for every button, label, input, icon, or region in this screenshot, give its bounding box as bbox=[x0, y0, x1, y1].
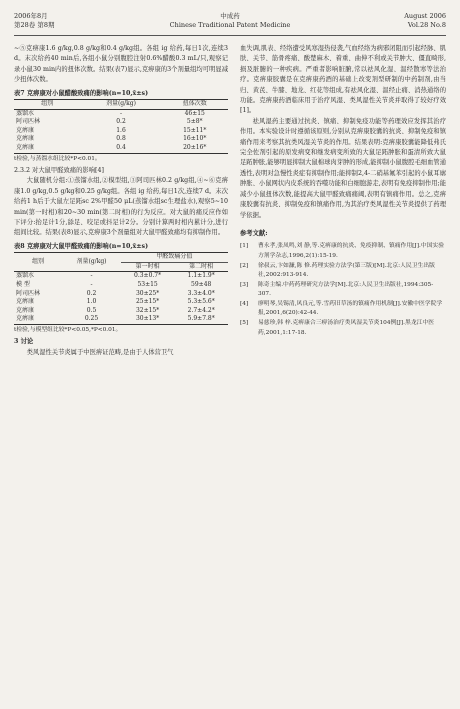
paragraph: 血失调,肌表、经络遭受风寒湿热侵袭,气血经络为病邪闭阻而引起经脉、肌肤、关节、筋骨疼痛、酸楚麻木、着重、曲伸不利或关节肿大、僵直畸形,损及脏腑的一种疾病。严重者影响脏腑,常以祛风化湿、温经散寒等法治疗。克痹康胶囊是在克痹康药酒的基础上改变剂型研制的中药制剂,由当归、黄芪、牛膝、地龙、红花等组成,有祛风化湿、温经止痛、消热通络的功能。克痹康药酒临床用于治疗风湿、类风湿性关节炎并取得了较好疗效[1]。 bbox=[240, 45, 446, 115]
table-row bbox=[14, 127, 228, 136]
table8-cell: 5.3±5.6* bbox=[187, 298, 215, 306]
reference-number: [4] bbox=[240, 300, 249, 307]
table7-cell: 15±11* bbox=[183, 126, 207, 134]
table8-cell: 克痹康 bbox=[16, 306, 35, 314]
table7-cell: 阿司匹林 bbox=[16, 118, 41, 126]
table-row bbox=[14, 281, 228, 290]
references-heading: 参考文献: bbox=[240, 229, 268, 237]
reference-number: [5] bbox=[240, 320, 249, 327]
table7-cell: 0.2 bbox=[116, 118, 126, 126]
table7-cell: 克痹康 bbox=[16, 135, 35, 143]
table7-cell: 16±10* bbox=[183, 135, 207, 143]
reference-number: [3] bbox=[240, 281, 249, 288]
table8-cell: 32±15* bbox=[135, 306, 160, 314]
header-center bbox=[150, 12, 310, 30]
reference-text: 陈奇主编.中药药理研究方法学[M].北京:人民卫生出版社,1994:305-307. bbox=[258, 281, 434, 298]
table8-cell: 30±13* bbox=[135, 315, 160, 323]
table7-cell: 1.6 bbox=[116, 126, 126, 134]
volume-issue-en: Vol.28 No.8 bbox=[407, 21, 446, 29]
section-heading: 2.3.2 对大鼠甲醛致痛的影响[4] bbox=[14, 167, 104, 174]
table-row bbox=[14, 118, 228, 127]
table7-header: 剂量(g/kg) bbox=[105, 100, 136, 108]
reference-number: [1] bbox=[240, 243, 249, 250]
reference-item bbox=[240, 300, 446, 319]
right-column bbox=[240, 44, 446, 338]
table8-cell: 3.3±4.0* bbox=[187, 289, 215, 297]
table8-cell: 1.0 bbox=[86, 298, 97, 306]
table8-cell: 克痹康 bbox=[16, 315, 35, 323]
table8-cell: - bbox=[90, 281, 93, 289]
table8-note: t检验,与模型组比较*P<0.05,*P<0.01。 bbox=[14, 327, 122, 333]
table7-cell: 5±8* bbox=[186, 118, 203, 126]
table8-cell: 阿司匹林 bbox=[16, 289, 41, 297]
journal-name-cn: 中成药 bbox=[220, 12, 240, 20]
table8-cell: 30±25* bbox=[135, 289, 160, 297]
table7-header: 组别 bbox=[41, 100, 54, 108]
volume-issue: 第28卷 第8期 bbox=[14, 21, 55, 29]
left-column bbox=[14, 44, 228, 358]
header-rule bbox=[14, 35, 446, 36]
table8-cell: 5.9±7.8* bbox=[187, 315, 215, 323]
table-row bbox=[14, 272, 228, 281]
paragraph: 类风湿性关节炎属于中医痹证范畴,是由于人体营卫气 bbox=[26, 348, 174, 356]
table8-cell: 1.1±1.9* bbox=[187, 272, 215, 280]
table8-group-header: 甲醛致痛分值 bbox=[121, 253, 228, 263]
table-row bbox=[14, 298, 228, 307]
table8-header: 第二时相 bbox=[189, 262, 214, 270]
table-row bbox=[14, 135, 228, 144]
table8-cell: 25±15* bbox=[135, 298, 160, 306]
header-right bbox=[404, 12, 446, 30]
table7 bbox=[14, 99, 228, 154]
table8-cell: 0.5 bbox=[86, 306, 97, 314]
table8-cell: 2.7±4.2* bbox=[187, 306, 215, 314]
table-row bbox=[14, 144, 228, 153]
table8-header: 第一时相 bbox=[135, 262, 160, 270]
table7-cell: 20±16* bbox=[183, 144, 207, 151]
issue-date: 2006年8月 bbox=[14, 12, 48, 20]
table7-caption: 表7 克痹康对小鼠醋酸致痛的影响(n=10,x̄±s) bbox=[14, 89, 149, 97]
reference-text: 易慈珍,韩 梓.克痹康合三痹汤治疗类风湿关节炎104例[J].黑龙江中医药,2001,1:17-18. bbox=[258, 320, 435, 336]
table8-cell: 0.2 bbox=[86, 289, 97, 297]
paragraph: 大鼠随机分组:①蒸馏水组,②模型组,③阿司匹林0.2 g/kg组,④~⑥克痹康1.0 g/kg,0.5 g/kg和0.25 g/kg组。各组 ig 给药,每日1次,连续7 d。末次给药1 h后于大鼠左足跖sc 2%甲醛50 μL(蒸馏水组sc生理盐水),观察5~10 min(第一时相)和20~30 min(第二时相)的行为反应。对大鼠的痛反应作如下评分:抬足计1分,舔足、咬足或抖足计2分。分别计算两时相内累计分,进行组间比较。结果(表8)显示,克痹康3个剂量组对大鼠甲醛致痛均有抑制作用。 bbox=[14, 177, 228, 237]
table-row bbox=[14, 315, 228, 324]
reference-item bbox=[240, 242, 446, 261]
paragraph: ~⑤克痹康1.6 g/kg,0.8 g/kg和0.4 g/kg组。各组 ig 给药,每日1次,连续3 d。末次给药40 min后,各组小鼠分别腹腔注射0.6%醋酸0.3 mL/只,观察记录小鼠30 min内的扭体次数。结果(表7)显示,克痹康的3个剂量组均可明显减少扭体次数。 bbox=[14, 45, 228, 84]
reference-number: [2] bbox=[240, 262, 249, 269]
table8-cell: 蒸馏水 bbox=[16, 272, 35, 280]
reference-item bbox=[240, 262, 446, 281]
table-row bbox=[14, 290, 228, 299]
table8-cell: 53±15 bbox=[137, 281, 158, 289]
table-row bbox=[14, 109, 228, 118]
table7-cell: 克痹康 bbox=[16, 144, 35, 151]
reference-item bbox=[240, 319, 446, 338]
table-row bbox=[14, 307, 228, 316]
table7-cell: - bbox=[119, 109, 122, 117]
table8-caption: 表8 克痹康对大鼠甲醛致痛的影响(n=10,x̄±s) bbox=[14, 242, 149, 250]
references-list bbox=[240, 242, 446, 338]
table7-cell: 0.4 bbox=[116, 144, 126, 151]
table8-cell: 克痹康 bbox=[16, 298, 35, 306]
section-heading: 3 讨论 bbox=[14, 338, 34, 346]
reference-text: 廖明琴,吴锡清,风良元,等.雪药旧草汤的镇痛作用机制[J].安徽中医学院学报,2001,6(20):42-44. bbox=[258, 300, 443, 317]
table8 bbox=[14, 252, 228, 325]
table7-cell: 46±15 bbox=[184, 109, 205, 117]
journal-name-en: Chinese Traditional Patent Medicine bbox=[169, 21, 291, 29]
table8-header: 剂量(g/kg) bbox=[62, 253, 121, 272]
table8-cell: 模 型 bbox=[16, 281, 30, 289]
table7-cell: 0.8 bbox=[116, 135, 126, 143]
table8-cell: 59±48 bbox=[191, 281, 212, 289]
reference-item bbox=[240, 281, 446, 300]
header-left bbox=[14, 12, 54, 30]
table8-cell: - bbox=[90, 272, 93, 280]
reference-text: 曹永孝,张凤鸣,刘 静,等.克痹康的抗炎、免疫抑制、镇痛作用[J].中国实验方剂学杂志,1996,2(1):15-19. bbox=[258, 243, 445, 259]
table7-cell: 克痹康 bbox=[16, 126, 35, 134]
reference-text: 徐叔云,卞如濂,陈 修.药理实验方法学(第三版)[M].北京:人民卫生出版社,2002:913-914. bbox=[258, 262, 435, 279]
table8-header: 组别 bbox=[14, 253, 62, 272]
table8-cell: 0.25 bbox=[84, 315, 99, 323]
table7-header-row bbox=[14, 100, 228, 110]
table8-cell: 0.3±0.7* bbox=[134, 272, 162, 280]
table7-cell: 蒸馏水 bbox=[16, 109, 35, 117]
table7-header: 扭体次数 bbox=[182, 100, 207, 108]
paragraph: 祛风湿药主要通过抗炎、镇痛、抑制免疫功能等药理效应发挥其治疗作用。本实验设计时遵循该原则,分别从克痹康胶囊的抗炎、抑制免疫和镇痛作用来考察其抗类风湿关节炎的作用。结果表明:克痹康胶囊能降低弗氏完全佐剂引起的原发病变和继发病变所致的大鼠足跖肿胀和蛋清所致大鼠足跖肿胀,能够明显抑制大鼠棉球肉芽肿的形成,能抑制小鼠腹腔毛细血管通透性,表明对急慢性炎症有抑制作用;能抑制2,4-二硝基氟苯引起的小鼠耳廓肿胀、小鼠网状内皮系统的吞噬功能和白细胞游走,表明有免疫抑制作用;能减少小鼠扭体次数,能提高大鼠甲醛致痛痛阈,表明有镇痛作用。总之,克痹康胶囊有抗炎、抑制免疫和镇痛作用,为其治疗类风湿性关节炎提供了药理学依据。 bbox=[240, 117, 446, 219]
issue-date-en: August 2006 bbox=[404, 12, 446, 20]
table8-group-row bbox=[14, 253, 228, 263]
table7-note: t检验,与蒸馏水组比较*P<0.01。 bbox=[14, 155, 101, 162]
